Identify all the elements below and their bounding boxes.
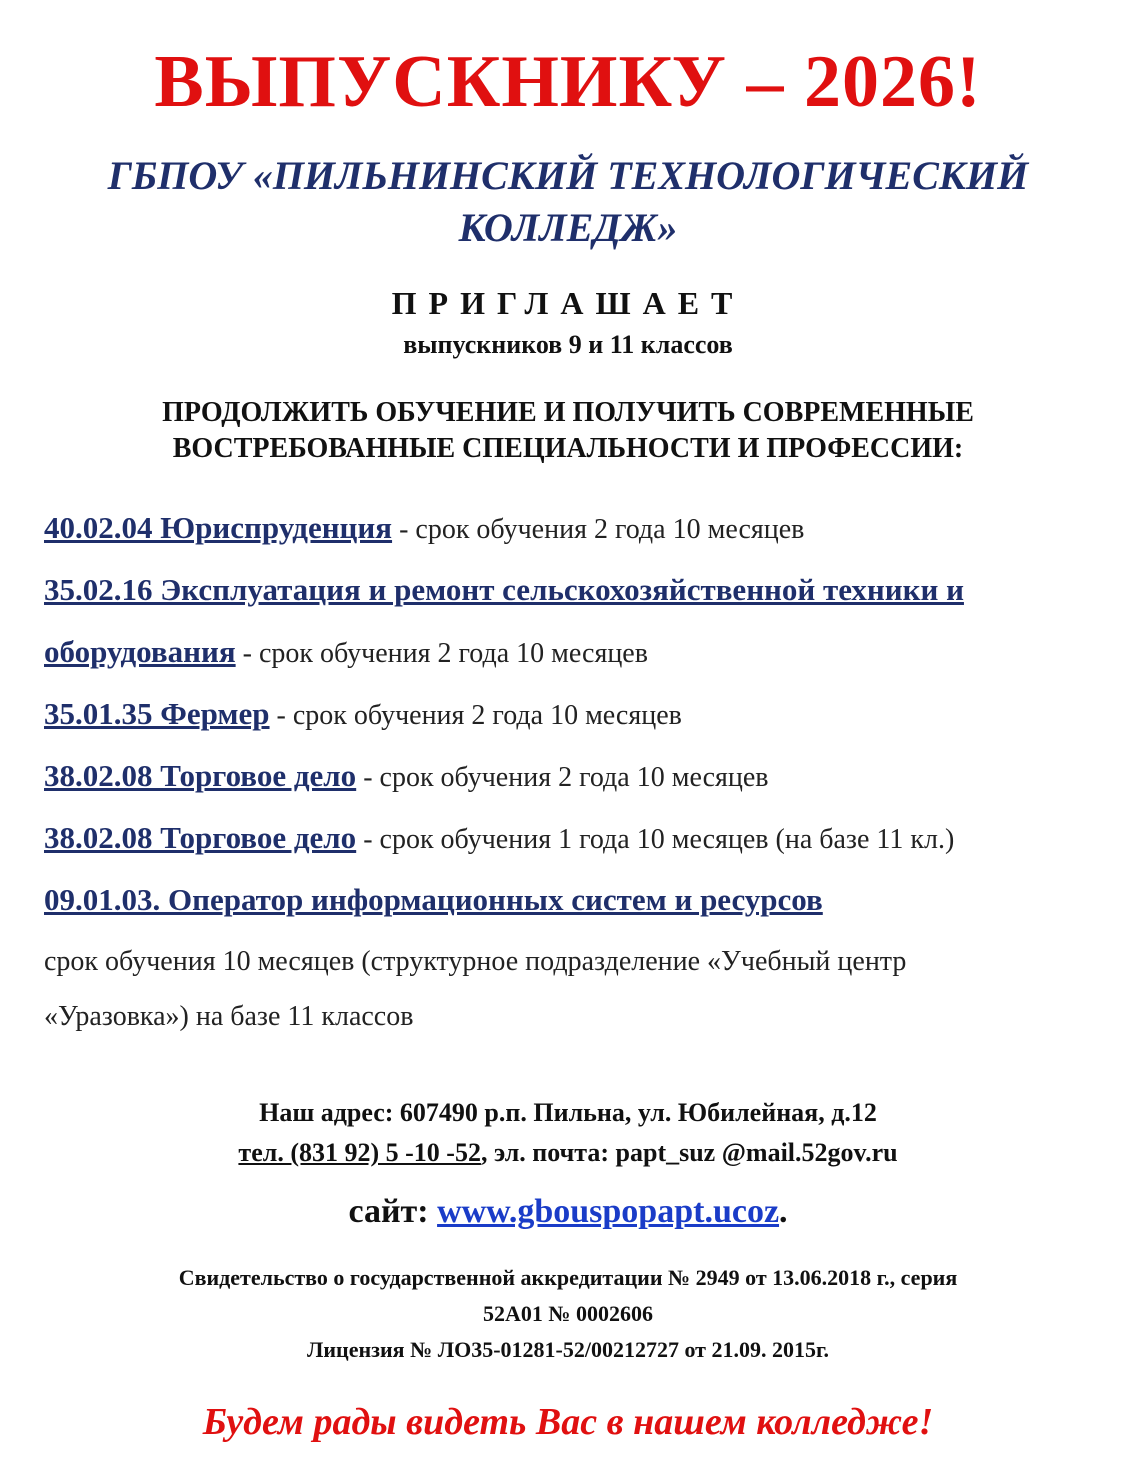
- program-note: срок обучения 10 месяцев (структурное подразделение «Учебный центр: [44, 946, 907, 977]
- program-item: [44, 691, 1124, 753]
- program-link[interactable]: оборудования: [44, 634, 236, 669]
- address-line: Наш адрес: 607490 р.п. Пильна, ул. Юбилейная, д.12: [259, 1098, 877, 1127]
- program-link[interactable]: 40.02.04 Юриспруденция: [44, 510, 393, 545]
- program-item: [44, 753, 1124, 815]
- program-item: [44, 505, 1124, 567]
- site-end: .: [779, 1193, 788, 1230]
- program-term: - срок обучения 2 года 10 месяцев: [235, 638, 648, 669]
- program-link[interactable]: 09.01.03. Оператор информационных систем и ресурсов: [44, 882, 823, 917]
- page-title: ВЫПУСКНИКУ – 2026!: [154, 41, 982, 123]
- program-link[interactable]: 35.02.16 Эксплуатация и ремонт сельскохозяйственной техники и: [44, 572, 964, 607]
- license-line: Лицензия № ЛО35-01281-52/00212727 от 21.09. 2015г.: [306, 1337, 829, 1362]
- program-term: - срок обучения 2 года 10 месяцев: [356, 762, 769, 793]
- contacts-block: [0, 1093, 1136, 1173]
- program-item: [44, 567, 1124, 629]
- programs-heading: [0, 395, 1136, 467]
- program-item: [44, 629, 1124, 691]
- accreditation-line-2: 52А01 № 0002606: [483, 1301, 653, 1326]
- college-name: [0, 150, 1136, 254]
- invites-heading: ПРИГЛАШАЕТ: [391, 285, 745, 321]
- programs-list: [44, 505, 1124, 1049]
- program-note: «Уразовка») на базе 11 классов: [44, 1001, 414, 1032]
- site-link[interactable]: www.gbouspopapt.ucoz: [437, 1193, 780, 1230]
- programs-heading-line-1: ПРОДОЛЖИТЬ ОБУЧЕНИЕ И ПОЛУЧИТЬ СОВРЕМЕННЫЕ: [162, 397, 974, 428]
- program-term: - срок обучения 2 года 10 месяцев: [392, 514, 805, 545]
- program-item: [44, 877, 1124, 939]
- phone-link[interactable]: тел. (831 92) 5 -10 -52: [238, 1138, 481, 1167]
- site-line: [0, 1193, 1136, 1231]
- program-term: - срок обучения 1 года 10 месяцев (на базе 11 кл.): [356, 824, 955, 855]
- accreditation-block: [0, 1260, 1136, 1368]
- program-term: - срок обучения 2 года 10 месяцев: [269, 700, 682, 731]
- accreditation-line-1: Свидетельство о государственной аккредитации № 2949 от 13.06.2018 г., серия: [178, 1265, 958, 1290]
- college-name-line-2: КОЛЛЕДЖ»: [458, 205, 678, 250]
- farewell-text: Будем рады видеть Вас в нашем колледже!: [202, 1401, 934, 1443]
- program-item: [44, 815, 1124, 877]
- site-label: сайт:: [348, 1193, 438, 1230]
- programs-heading-line-2: ВОСТРЕБОВАННЫЕ СПЕЦИАЛЬНОСТИ И ПРОФЕССИИ:: [172, 433, 964, 464]
- program-link[interactable]: 35.01.35 Фермер: [44, 696, 270, 731]
- program-link[interactable]: 38.02.08 Торговое дело: [44, 820, 357, 855]
- college-name-line-1: ГБПОУ «ПИЛЬНИНСКИЙ ТЕХНОЛОГИЧЕСКИЙ: [107, 153, 1029, 198]
- email-text: , эл. почта: papt_suz @mail.52gov.ru: [480, 1138, 898, 1167]
- invites-subheading: выпускников 9 и 11 классов: [403, 330, 733, 359]
- program-link[interactable]: 38.02.08 Торговое дело: [44, 758, 357, 793]
- phone-email-line: [0, 1133, 1136, 1173]
